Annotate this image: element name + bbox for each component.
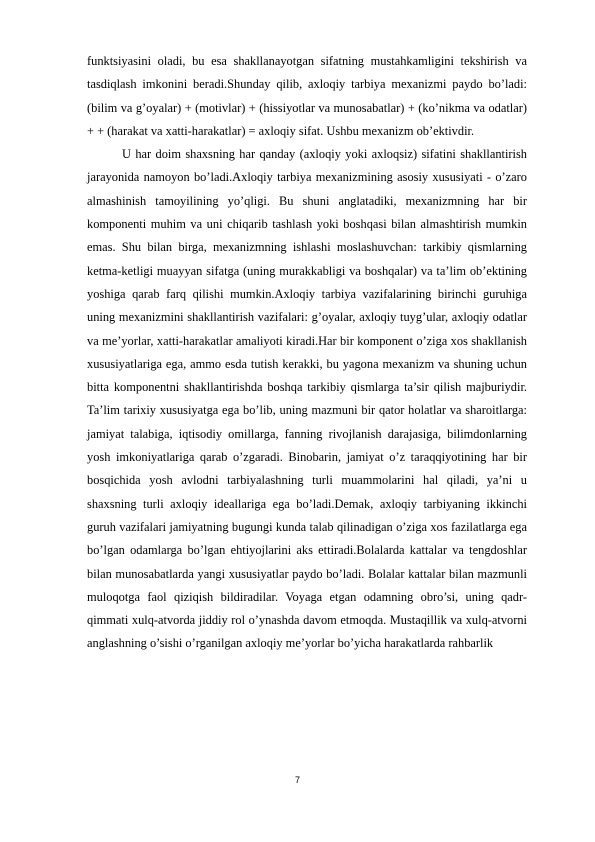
paragraph-main: U har doim shaxsning har qanday (axloqiy yoki axloqsiz) sifatini shakllantirish jarayonida namoyon bo’ladi.Axloqiy tarbiya mexanizmining asosiy xususiyati - o’zaro almashinish tamoyilining yo’qligi. Bu shuni anglatadiki, mexanizmning har bir komponenti muhim va uni chiqarib tashlash yoki boshqasi bilan almashtirish mumkin emas. Shu bilan birga, mexanizmning ishlashi moslashuvchan: tarkibiy qismlarning ketma-ketligi muayyan sifatga (uning murakkabligi va boshqalar) va ta’lim ob’ektining yoshiga qarab farq qilishi mumkin.Axloqiy tarbiya vazifalarining birinchi guruhiga uning mexanizmini shakllantirish vazifalari: g’oyalar, axloqiy tuyg’ular, axloqiy odatlar va me’yorlar, xatti-harakatlar amaliyoti kiradi.Har bir komponent o’ziga xos shakllanish xususiyatlariga ega, ammo esda tutish kerakki, bu yagona mexanizm va shuning uchun bitta komponentni shakllantirishda boshqa tarkibiy qismlarga ta’sir qilish majburiydir. Ta’lim tarixiy xususiyatga ega bo’lib, uning mazmuni bir qator holatlar va sharoitlarga: jamiyat talabiga, iqtisodiy omillarga, fanning rivojlanish darajasiga, bilimdonlarning yosh imkoniyatlariga qarab o’zgaradi. Binobarin, jamiyat o’z taraqqiyotining har bir bosqichida yosh avlodni tarbiyalashning turli muammolarini hal qiladi, ya’ni u shaxsning turli axloqiy ideallariga ega bo’ladi.Demak, axloqiy tarbiyaning ikkinchi guruh vazifalari jamiyatning bugungi kunda talab qilinadigan o’ziga xos fazilatlarga ega bo’lgan odamlarga bo’lgan ehtiyojlarini aks ettiradi.Bolalarda kattalar va tengdoshlar bilan munosabatlarda yangi xususiyatlar paydo bo’ladi. Bolalar kattalar bilan mazmunli muloqotga faol qiziqish bildiradilar. Voyaga etgan odamning obro’si, uning qadr-qimmati xulq-atvorda jiddiy rol o’ynashda davom etmoqda. Mustaqillik va xulq-atvorni anglashning o’sishi o’rganilgan axloqiy me’yorlar bo’yicha harakatlarda rahbarlik — [87, 147, 527, 651]
document-body — [87, 50, 527, 656]
page-number: 7 — [294, 775, 300, 785]
paragraph-continuation: funktsiyasini oladi, bu esa shakllanayotgan sifatning mustahkamligini tekshirish va tasdiqlash imkonini beradi.Shunday qilib, axloqiy tarbiya mexanizmi paydo bo’ladi: (bilim va g’oyalar) + (motivlar) + (hissiyotlar va munosabatlar) + (ko’nikma va odatlar) + + (harakat va xatti-harakatlar) = axloqiy sifat. Ushbu mexanizm ob’ektivdir. — [87, 54, 527, 138]
